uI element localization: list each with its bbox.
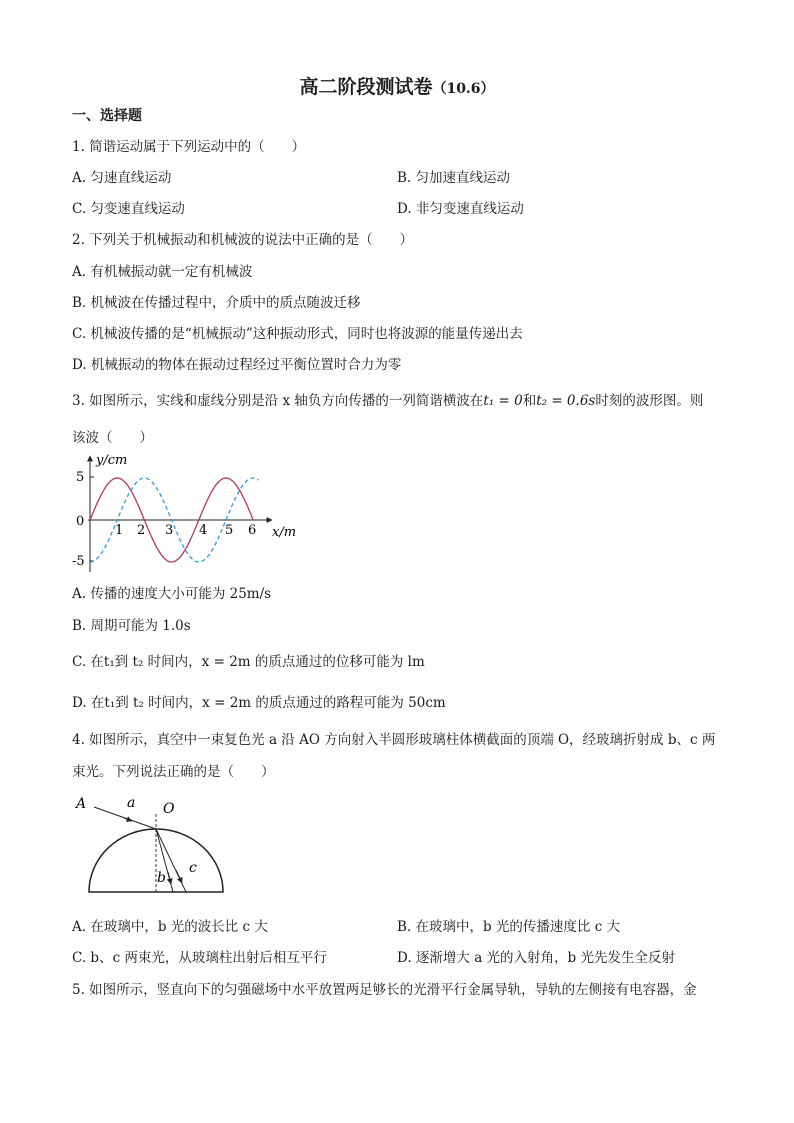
ray-b-arrow <box>168 872 171 884</box>
x-tick-3: 3 <box>165 523 174 538</box>
q4-option-b: B. 在玻璃中，b 光的传播速度比 c 大 <box>397 919 621 935</box>
q3-option-a: A. 传播的速度大小可能为 25m/s <box>72 586 272 602</box>
label-c: c <box>189 860 197 876</box>
q4-stem-continued: 束光。下列说法正确的是（ ） <box>72 764 275 780</box>
q4-option-c: C. b、c 两束光，从玻璃柱出射后相互平行 <box>72 950 327 966</box>
label-b: b <box>157 870 166 886</box>
wave-figure <box>72 448 312 578</box>
refraction-figure <box>72 788 242 898</box>
label-A: A <box>76 796 87 812</box>
q4-stem: 4. 如图所示，真空中一束复色光 a 沿 AO 方向射入半圆形玻璃柱体横截面的顶端 O，经玻璃折射成 b、c 两 <box>72 732 716 748</box>
q5-stem: 5. 如图所示，竖直向下的匀强磁场中水平放置两足够长的光滑平行金属导轨，导轨的左侧接有电容器，金 <box>72 982 697 998</box>
q1-option-c: C. 匀变速直线运动 <box>72 201 185 217</box>
y-axis-label: y/cm <box>96 453 128 468</box>
q2-option-c: C. 机械波传播的是“机械振动”这种振动形式，同时也将波源的能量传递出去 <box>72 326 523 342</box>
y-tick-neg5: -5 <box>72 554 85 569</box>
x-tick-4: 4 <box>199 523 208 538</box>
q2-option-b: B. 机械波在传播过程中，介质中的质点随波迁移 <box>72 295 361 311</box>
x-axis-label: x/m <box>272 525 297 540</box>
page-title: 高二阶段测试卷（10.6） <box>299 76 495 98</box>
q1-option-d: D. 非匀变速直线运动 <box>397 201 524 217</box>
y-tick-0: 0 <box>76 514 85 529</box>
label-O: O <box>163 801 175 817</box>
q2-option-a: A. 有机械振动就一定有机械波 <box>72 264 253 280</box>
q2-stem: 2. 下列关于机械振动和机械波的说法中正确的是（ ） <box>72 232 414 248</box>
q3-stem: 3. 如图所示，实线和虚线分别是沿 x 轴负方向传播的一列简谐横波在t₁ = 0和t₂ = 0.6s时刻的波形图。则 <box>72 393 704 409</box>
q3-t1: t₁ = 0 <box>483 393 523 409</box>
ray-c-arrow <box>176 870 182 883</box>
title-date: （10.6） <box>432 81 495 97</box>
y-tick-5: 5 <box>76 470 85 485</box>
q1-stem: 1. 简谐运动属于下列运动中的（ ） <box>72 139 306 155</box>
x-tick-6: 6 <box>248 523 257 538</box>
q3-t2: t₂ = 0.6s <box>536 393 596 409</box>
q3-option-c: C. 在t₁到 t₂ 时间内，x = 2m 的质点通过的位移可能为 lm <box>72 654 425 670</box>
incident-arrow <box>124 818 132 821</box>
q4-option-d: D. 逐渐增大 a 光的入射角，b 光先发生全反射 <box>397 950 675 966</box>
q3-option-d: D. 在t₁到 t₂ 时间内，x = 2m 的质点通过的路程可能为 50cm <box>72 695 446 711</box>
q4-option-a: A. 在玻璃中，b 光的波长比 c 大 <box>72 919 268 935</box>
x-tick-2: 2 <box>137 523 146 538</box>
q3-option-b: B. 周期可能为 1.0s <box>72 618 191 634</box>
x-tick-1: 1 <box>115 523 124 538</box>
section-heading: 一、选择题 <box>72 108 142 124</box>
label-a: a <box>127 795 136 811</box>
x-tick-5: 5 <box>225 523 234 538</box>
q1-option-a: A. 匀速直线运动 <box>72 170 172 186</box>
q3-stem-continued: 该波（ ） <box>72 430 153 446</box>
q1-option-b: B. 匀加速直线运动 <box>397 170 511 186</box>
q2-option-d: D. 机械振动的物体在振动过程经过平衡位置时合力为零 <box>72 357 402 373</box>
